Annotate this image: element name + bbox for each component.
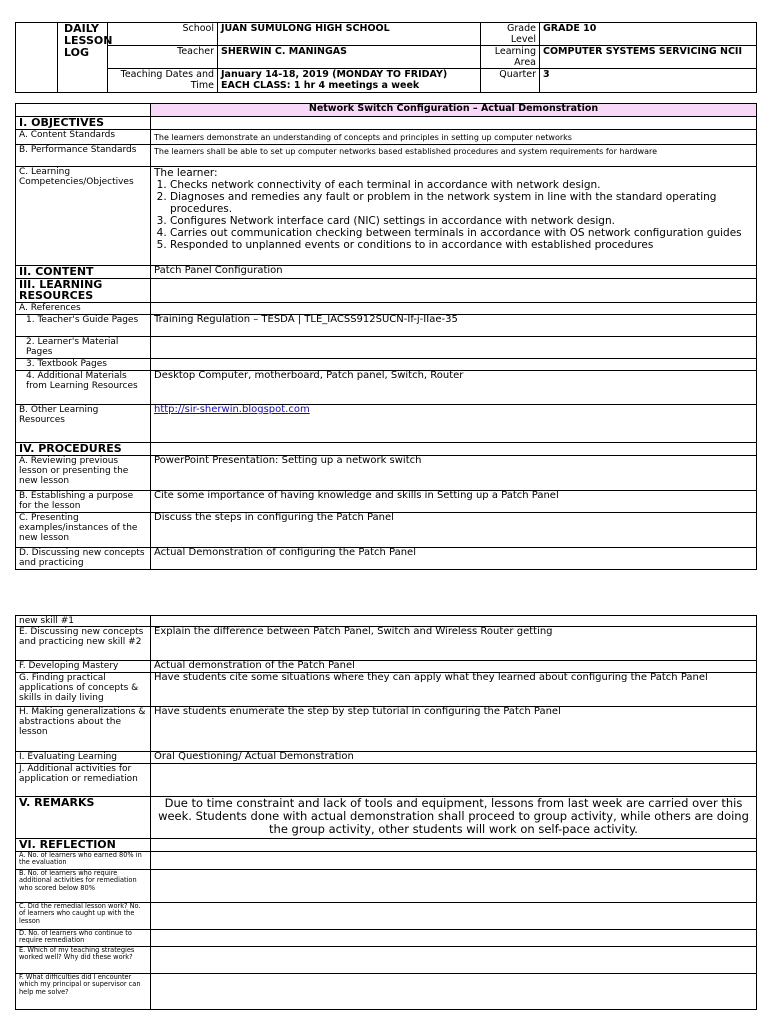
content-heading: II. CONTENT	[16, 266, 151, 279]
reflection-item-e: E. Which of my teaching strategies worked well? Why did these work?	[16, 947, 151, 974]
procedure-b-label: B. Establishing a purpose for the lesson	[16, 491, 151, 513]
references-blank	[151, 303, 757, 315]
procedure-d-label: D. Discussing new concepts and practicing	[16, 548, 151, 570]
procedure-c-value: Discuss the steps in configuring the Patch Panel	[151, 513, 757, 548]
reflection-item-d: D. No. of learners who continue to require remediation	[16, 930, 151, 947]
reflection-answer-b	[151, 870, 757, 903]
school-value: JUAN SUMULONG HIGH SCHOOL	[218, 23, 481, 46]
procedure-f-value: Actual demonstration of the Patch Panel	[151, 661, 757, 673]
other-resources-label: B. Other Learning Resources	[16, 405, 151, 443]
dates-line: January 14-18, 2019 (MONDAY TO FRIDAY)	[221, 69, 448, 80]
competency-item: 3. Configures Network interface card (NIC) settings in accordance with network design.	[170, 215, 753, 227]
reflection-answer-d	[151, 930, 757, 947]
procedure-g-value: Have students cite some situations where they can apply what they learned about configuring the Patch Panel	[151, 673, 757, 707]
teacher-guide-label: 1. Teacher's Guide Pages	[16, 315, 151, 337]
procedure-a-label: A. Reviewing previous lesson or presenting the new lesson	[16, 456, 151, 491]
textbook-blank	[151, 359, 757, 371]
procedure-i-value: Oral Questioning/ Actual Demonstration	[151, 752, 757, 764]
remarks-heading: V. REMARKS	[16, 797, 151, 839]
objectives-heading: I. OBJECTIVES	[16, 117, 151, 130]
title-blank-cell	[16, 104, 151, 117]
dll-title: DAILY LESSON LOG	[58, 23, 108, 93]
procedure-d-value: Actual Demonstration of configuring the Patch Panel	[151, 548, 757, 570]
other-resources-value	[151, 405, 757, 443]
procedure-c-label: C. Presenting examples/instances of the new lesson	[16, 513, 151, 548]
teacher-label: Teacher	[108, 46, 218, 69]
procedure-h-value: Have students enumerate the step by step tutorial in configuring the Patch Panel	[151, 707, 757, 752]
procedure-d-cont-blank	[151, 616, 757, 627]
procedures-blank	[151, 443, 757, 456]
header-blank-cell	[16, 23, 58, 93]
competency-item: 5. Responded to unplanned events or conditions to in accordance with established procedures	[170, 239, 753, 251]
competencies-list	[154, 179, 753, 251]
dates-label: Teaching Dates and Time	[108, 69, 218, 93]
competency-item: 2. Diagnoses and remedies any fault or problem in the network system in line with the standard operating procedures.	[170, 191, 753, 215]
competency-item: 4. Carries out communication checking between terminals in accordance with OS network configuration guides	[170, 227, 753, 239]
lesson-table-part1	[15, 103, 757, 570]
dates-value	[218, 69, 481, 93]
reflection-answer-f	[151, 974, 757, 1010]
content-standards-label: A. Content Standards	[16, 130, 151, 145]
header-table	[15, 22, 757, 93]
content-standards-value: The learners demonstrate an understanding of concepts and principles in setting up computer networks	[151, 130, 757, 145]
additional-materials-value: Desktop Computer, motherboard, Patch panel, Switch, Router	[151, 371, 757, 405]
competencies-value	[151, 167, 757, 266]
procedure-h-label: H. Making generalizations & abstractions about the lesson	[16, 707, 151, 752]
reflection-item-a: A. No. of learners who earned 80% in the evaluation	[16, 852, 151, 870]
area-value: COMPUTER SYSTEMS SERVICING NCII	[540, 46, 757, 69]
reflection-item-b: B. No. of learners who require additional activities for remediation who scored below 80%	[16, 870, 151, 903]
lesson-title: Network Switch Configuration – Actual Demonstration	[151, 104, 757, 117]
time-line: EACH CLASS: 1 hr 4 meetings a week	[221, 80, 420, 91]
content-value: Patch Panel Configuration	[151, 266, 757, 279]
reflection-answer-e	[151, 947, 757, 974]
quarter-label: Quarter	[481, 69, 540, 93]
reflection-item-f: F. What difficulties did I encounter which my principal or supervisor can help me solve?	[16, 974, 151, 1010]
performance-standards-value: The learners shall be able to set up computer networks based established procedures and system requirements for hardware	[151, 145, 757, 167]
area-label: Learning Area	[481, 46, 540, 69]
lesson-table-part2	[15, 615, 757, 1010]
procedure-e-value: Explain the difference between Patch Panel, Switch and Wireless Router getting	[151, 627, 757, 661]
reflection-answer-c	[151, 903, 757, 930]
remarks-value: Due to time constraint and lack of tools and equipment, lessons from last week are carried over this week. Students done with actual demonstration shall proceed to group activity, while others are doing the group activity, other students will work on self-pace activity.	[151, 797, 757, 839]
procedures-heading: IV. PROCEDURES	[16, 443, 151, 456]
teacher-guide-value: Training Regulation – TESDA | TLE_IACSS912SUCN-If-j-IIae-35	[151, 315, 757, 337]
learner-material-label: 2. Learner's Material Pages	[16, 337, 151, 359]
procedure-g-label: G. Finding practical applications of concepts & skills in daily living	[16, 673, 151, 707]
references-label: A. References	[16, 303, 151, 315]
reflection-heading: VI. REFLECTION	[16, 839, 151, 852]
performance-standards-label: B. Performance Standards	[16, 145, 151, 167]
competencies-intro: The learner:	[154, 167, 218, 179]
resources-heading: III. LEARNING RESOURCES	[16, 279, 151, 303]
textbook-label: 3. Textbook Pages	[16, 359, 151, 371]
procedure-e-label: E. Discussing new concepts and practicing new skill #2	[16, 627, 151, 661]
procedure-f-label: F. Developing Mastery	[16, 661, 151, 673]
procedure-j-label: J. Additional activities for application or remediation	[16, 764, 151, 797]
procedure-j-blank	[151, 764, 757, 797]
resources-blank	[151, 279, 757, 303]
additional-materials-label: 4. Additional Materials from Learning Resources	[16, 371, 151, 405]
competencies-label: C. Learning Competencies/Objectives	[16, 167, 151, 266]
reflection-blank	[151, 839, 757, 852]
school-label: School	[108, 23, 218, 46]
teacher-value: SHERWIN C. MANINGAS	[218, 46, 481, 69]
reflection-answer-a	[151, 852, 757, 870]
competency-item: 1. Checks network connectivity of each terminal in accordance with network design.	[170, 179, 753, 191]
quarter-value: 3	[540, 69, 757, 93]
learner-material-blank	[151, 337, 757, 359]
procedure-d-label-cont: new skill #1	[16, 616, 151, 627]
reflection-item-c: C. Did the remedial lesson work? No. of learners who caught up with the lesson	[16, 903, 151, 930]
objectives-blank	[151, 117, 757, 130]
grade-value: GRADE 10	[540, 23, 757, 46]
grade-label: Grade Level	[481, 23, 540, 46]
procedure-i-label: I. Evaluating Learning	[16, 752, 151, 764]
blog-link[interactable]: http://sir-sherwin.blogspot.com	[154, 404, 310, 415]
procedure-a-value: PowerPoint Presentation: Setting up a network switch	[151, 456, 757, 491]
procedure-b-value: Cite some importance of having knowledge and skills in Setting up a Patch Panel	[151, 491, 757, 513]
